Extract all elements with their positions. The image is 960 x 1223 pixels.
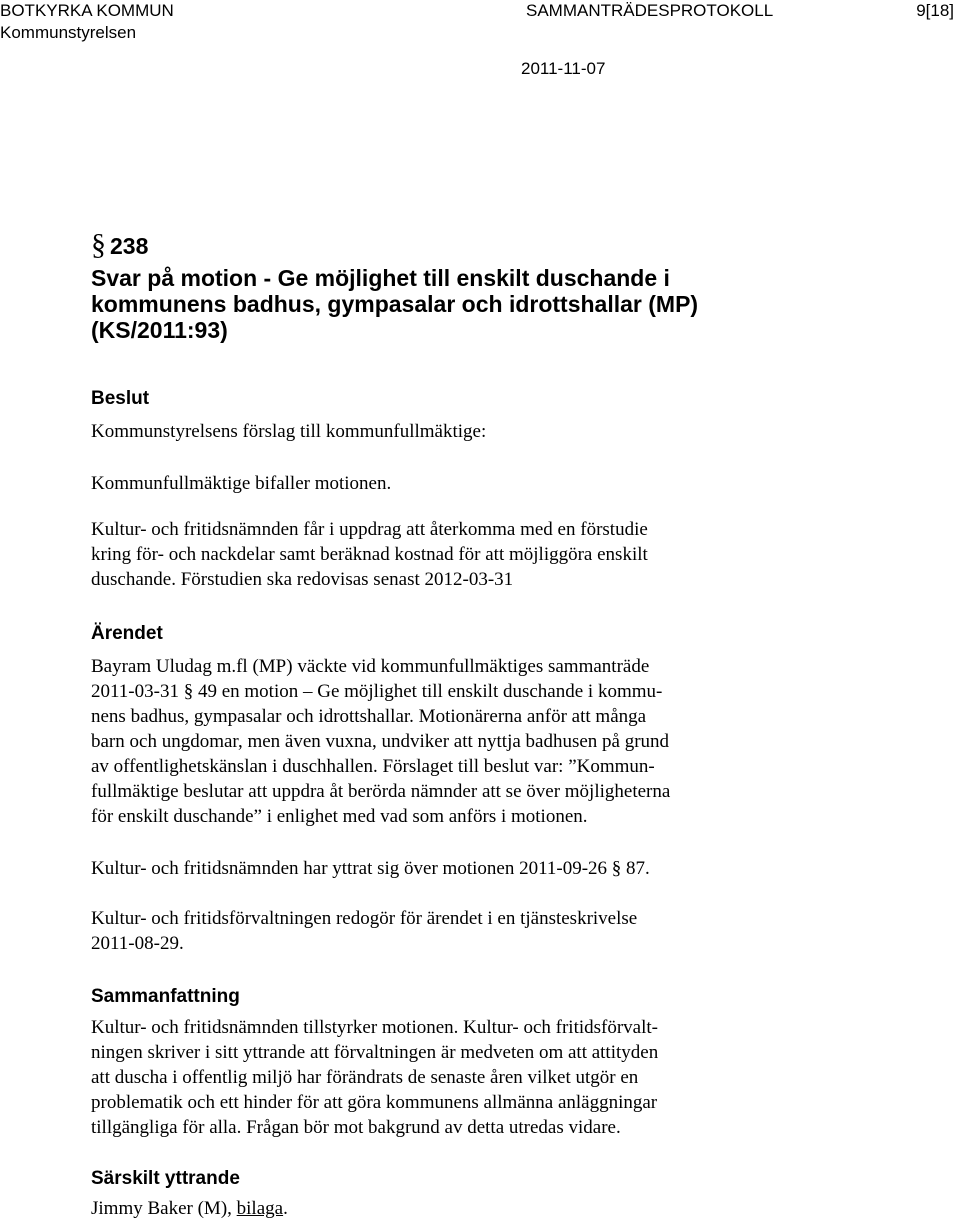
page-title — [91, 265, 931, 343]
beslut-decision-line: Kommunfullmäktige bifaller motionen. — [91, 473, 392, 494]
bilaga-link[interactable]: bilaga — [236, 1198, 284, 1219]
beslut-heading: Beslut — [91, 388, 150, 409]
paragraph-number-value: 238 — [110, 233, 149, 259]
title-line: kommunens badhus, gympasalar och idrottshallar (MP) — [91, 291, 699, 317]
title-line: Svar på motion - Ge möjlighet till enskilt duschande i — [91, 265, 670, 291]
arendet-statement: Kultur- och fritidsnämnden har yttrat sig över motionen 2011-09-26 § 87. — [91, 858, 650, 879]
organization-name: BOTKYRKA KOMMUN — [0, 1, 174, 20]
document-type: SAMMANTRÄDESPROTOKOLL — [526, 1, 774, 20]
paragraph-number — [91, 230, 148, 261]
page-number: 9[18] — [916, 1, 954, 20]
title-line: (KS/2011:93) — [91, 317, 228, 343]
department-name: Kommunstyrelsen — [0, 23, 137, 42]
sarskilt-yttrande-text: Jimmy Baker (M), bilaga. — [91, 1198, 288, 1219]
section-sign: § — [91, 228, 106, 261]
meeting-date: 2011-11-07 — [521, 59, 606, 78]
beslut-proposal-line: Kommunstyrelsens förslag till kommunfullmäktige: — [91, 421, 487, 442]
sammanfattning-paragraph: Kultur- och fritidsnämnden tillstyrker motionen. Kultur- och fritidsförvalt- ningen skriver i sitt yttrande att förvaltningen är medveten om att attityden att duscha i offentlig miljö har förändrats de senaste åren vilket utgör en problematik och ett hinder för att göra kommunens allmänna anläggningar tillgängliga för alla. Frågan bör mot bakgrund av detta utredas vidare. — [91, 1017, 659, 1138]
sammanfattning-heading: Sammanfattning — [91, 986, 240, 1007]
arendet-heading: Ärendet — [91, 623, 163, 644]
sarskilt-yttrande-heading: Särskilt yttrande — [91, 1168, 240, 1189]
arendet-report: Kultur- och fritidsförvaltningen redogör för ärendet i en tjänsteskrivelse 2011-08-29. — [91, 908, 638, 954]
arendet-paragraph: Bayram Uludag m.fl (MP) väckte vid kommunfullmäktiges sammanträde 2011-03-31 § 49 en motion – Ge möjlighet till enskilt duschande i kommu- nens badhus, gympasalar och idrottshallar. Motionärerna anför att många barn och ungdomar, men även vuxna, undviker att nyttja badhusen på grund av offentlighetskänslan i duschhallen. Förslaget till beslut var: ”Kommun- fullmäktige beslutar att uppdra åt berörda nämnder att se över möjligheterna för enskilt duschande” i enlighet med vad som anförs i motionen. — [91, 656, 671, 827]
beslut-paragraph: Kultur- och fritidsnämnden får i uppdrag att återkomma med en förstudie kring för- och nackdelar samt beräknad kostnad för att möjliggöra enskilt duschande. Förstudien ska redovisas senast 2012-03-31 — [91, 519, 648, 590]
